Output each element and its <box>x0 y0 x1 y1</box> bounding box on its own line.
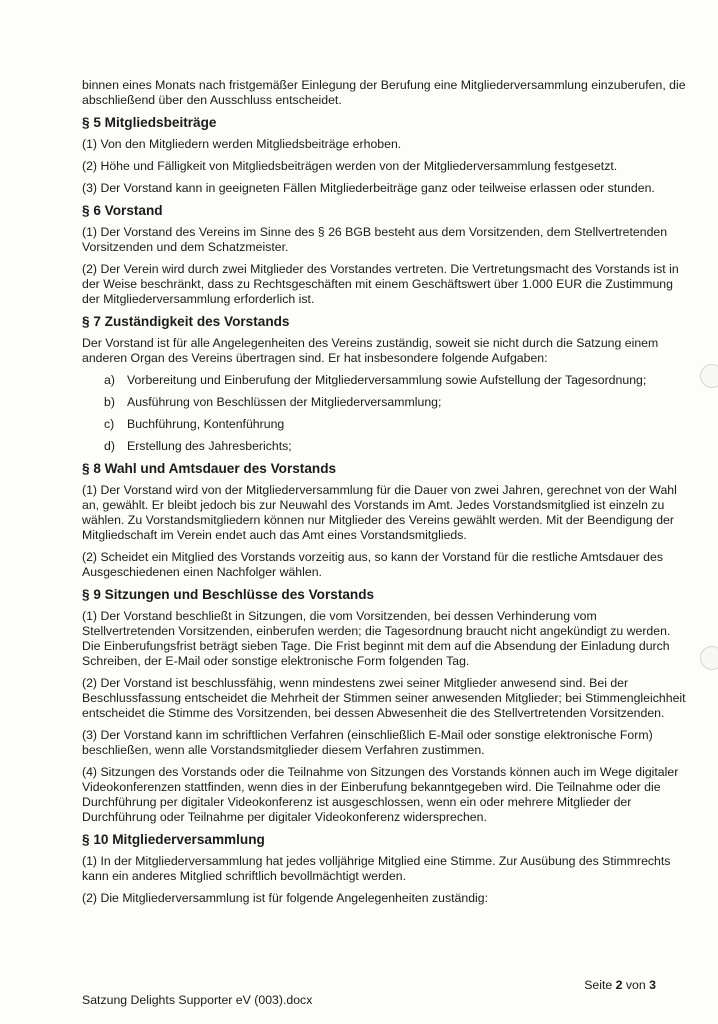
section-9-paragraph-1: (1) Der Vorstand beschließt in Sitzungen, die vom Vorsitzenden, bei dessen Verhinderung vom Stellvertretenden Vorsitzenden, einberufen werden; die Tagesordnung braucht nicht angekündigt zu werden. Die Einberufungsfrist beträgt sieben Tage. Die Frist beginnt mit dem auf die Absendung der Einladung durch Schreiben, der E-Mail oder sonstige elektronische Form folgenden Tag. <box>82 609 671 668</box>
section-5-paragraph-2: (2) Höhe und Fälligkeit von Mitgliedsbeiträgen werden von der Mitgliederversammlung festgesetzt. <box>82 159 618 173</box>
page-number-total: 3 <box>649 978 656 992</box>
section-9-paragraph-3: (3) Der Vorstand kann im schriftlichen Verfahren (einschließlich E-Mail oder sonstige elektronische Form) beschließen, wenn alle Vorstandsmitglieder diesem Verfahren zustimmen. <box>82 728 653 757</box>
list-item-label: a) <box>104 373 115 387</box>
section-8-heading: § 8 Wahl und Amtsdauer des Vorstands <box>82 461 337 476</box>
list-item-label: c) <box>104 417 115 431</box>
list-item-text: Ausführung von Beschlüssen der Mitgliederversammlung; <box>127 395 442 409</box>
intro-paragraph: binnen eines Monats nach fristgemäßer Einlegung der Berufung eine Mitgliederversammlung einzuberufen, die abschließend über den Ausschluss entscheidet. <box>82 78 686 107</box>
list-item <box>104 439 688 454</box>
punch-hole-icon <box>700 364 718 388</box>
section-5-heading: § 5 Mitgliedsbeiträge <box>82 115 217 130</box>
page-number-prefix: Seite <box>584 978 613 992</box>
list-item <box>104 395 688 410</box>
list-item-text: Vorbereitung und Einberufung der Mitgliederversammlung sowie Aufstellung der Tagesordnung; <box>127 373 647 387</box>
section-5-paragraph-1: (1) Von den Mitgliedern werden Mitgliedsbeiträge erhoben. <box>82 137 402 151</box>
page-number-separator: von <box>625 978 646 992</box>
footer-filename: Satzung Delights Supporter eV (003).docx <box>82 993 313 1007</box>
section-9-paragraph-4: (4) Sitzungen des Vorstands oder die Teilnahme von Sitzungen des Vorstands können auch im Wege digitaler Videokonferenzen stattfinden, wenn dies in der Einberufung bekanntgegeben wird. Die Teilnahme oder die Durchführung per digitaler Videokonferenz ist ausgeschlossen, wenn ein oder mehrere Mitglieder der Durchführung oder Teilnahme per digitaler Videokonferenz widersprechen. <box>82 765 679 824</box>
page-number <box>584 978 656 992</box>
list-item-label: b) <box>104 395 115 409</box>
section-10-paragraph-2: (2) Die Mitgliederversammlung ist für folgende Angelegenheiten zuständig: <box>82 891 489 905</box>
section-6-heading: § 6 Vorstand <box>82 203 163 218</box>
list-item <box>104 373 688 388</box>
section-5-paragraph-3: (3) Der Vorstand kann in geeigneten Fällen Mitgliederbeiträge ganz oder teilweise erlassen oder stunden. <box>82 181 655 195</box>
list-item-label: d) <box>104 439 115 453</box>
list-item-text: Buchführung, Kontenführung <box>127 417 285 431</box>
list-item <box>104 417 688 432</box>
document-body <box>82 78 688 913</box>
page-number-current: 2 <box>615 978 623 992</box>
punch-hole-icon <box>700 646 718 670</box>
section-7-paragraph-1: Der Vorstand ist für alle Angelegenheiten des Vereins zuständig, soweit sie nicht durch die Satzung einem anderen Organ des Vereins übertragen sind. Er hat insbesondere folgende Aufgaben: <box>82 336 659 365</box>
section-7-heading: § 7 Zuständigkeit des Vorstands <box>82 314 290 329</box>
section-8-paragraph-2: (2) Scheidet ein Mitglied des Vorstands vorzeitig aus, so kann der Vorstand für die restliche Amtsdauer des Ausgeschiedenen einen Nachfolger wählen. <box>82 550 663 579</box>
section-8-paragraph-1: (1) Der Vorstand wird von der Mitgliederversammlung für die Dauer von zwei Jahren, gerechnet von der Wahl an, gewählt. Er bleibt jedoch bis zur Neuwahl des Vorstands im Amt. Jedes Vorstandsmitglied ist einzeln zu wählen. Zu Vorstandsmitgliedern können nur Mitglieder des Vereins gewählt werden. Mit der Beendigung der Mitgliedschaft im Verein endet auch das Amt eines Vorstandsmitglieds. <box>82 483 677 542</box>
section-10-heading: § 10 Mitgliederversammlung <box>82 832 265 847</box>
section-9-heading: § 9 Sitzungen und Beschlüsse des Vorstands <box>82 587 375 602</box>
list-item-text: Erstellung des Jahresberichts; <box>127 439 292 453</box>
section-6-paragraph-2: (2) Der Verein wird durch zwei Mitglieder des Vorstandes vertreten. Die Vertretungsmacht des Vorstands ist in der Weise beschränkt, dass zu Rechtsgeschäften mit einem Geschäftswert über 1.000 EUR die Zustimmung der Mitgliederversammlung erforderlich ist. <box>82 262 679 306</box>
section-7-task-list <box>82 373 688 454</box>
section-6-paragraph-1: (1) Der Vorstand des Vereins im Sinne des § 26 BGB besteht aus dem Vorsitzenden, dem Stellvertretenden Vorsitzenden und dem Schatzmeister. <box>82 225 668 254</box>
section-9-paragraph-2: (2) Der Vorstand ist beschlussfähig, wenn mindestens zwei seiner Mitglieder anwesend sind. Bei der Beschlussfassung entscheidet die Mehrheit der Stimmen seiner anwesenden Mitglieder; bei Stimmengleichheit entscheidet die Stimme des Vorsitzenden, bei dessen Abwesenheit die des Stellvertretenden Vorsitzenden. <box>82 676 686 720</box>
section-10-paragraph-1: (1) In der Mitgliederversammlung hat jedes volljährige Mitglied eine Stimme. Zur Ausübung des Stimmrechts kann ein anderes Mitglied schriftlich bevollmächtigt werden. <box>82 854 671 883</box>
